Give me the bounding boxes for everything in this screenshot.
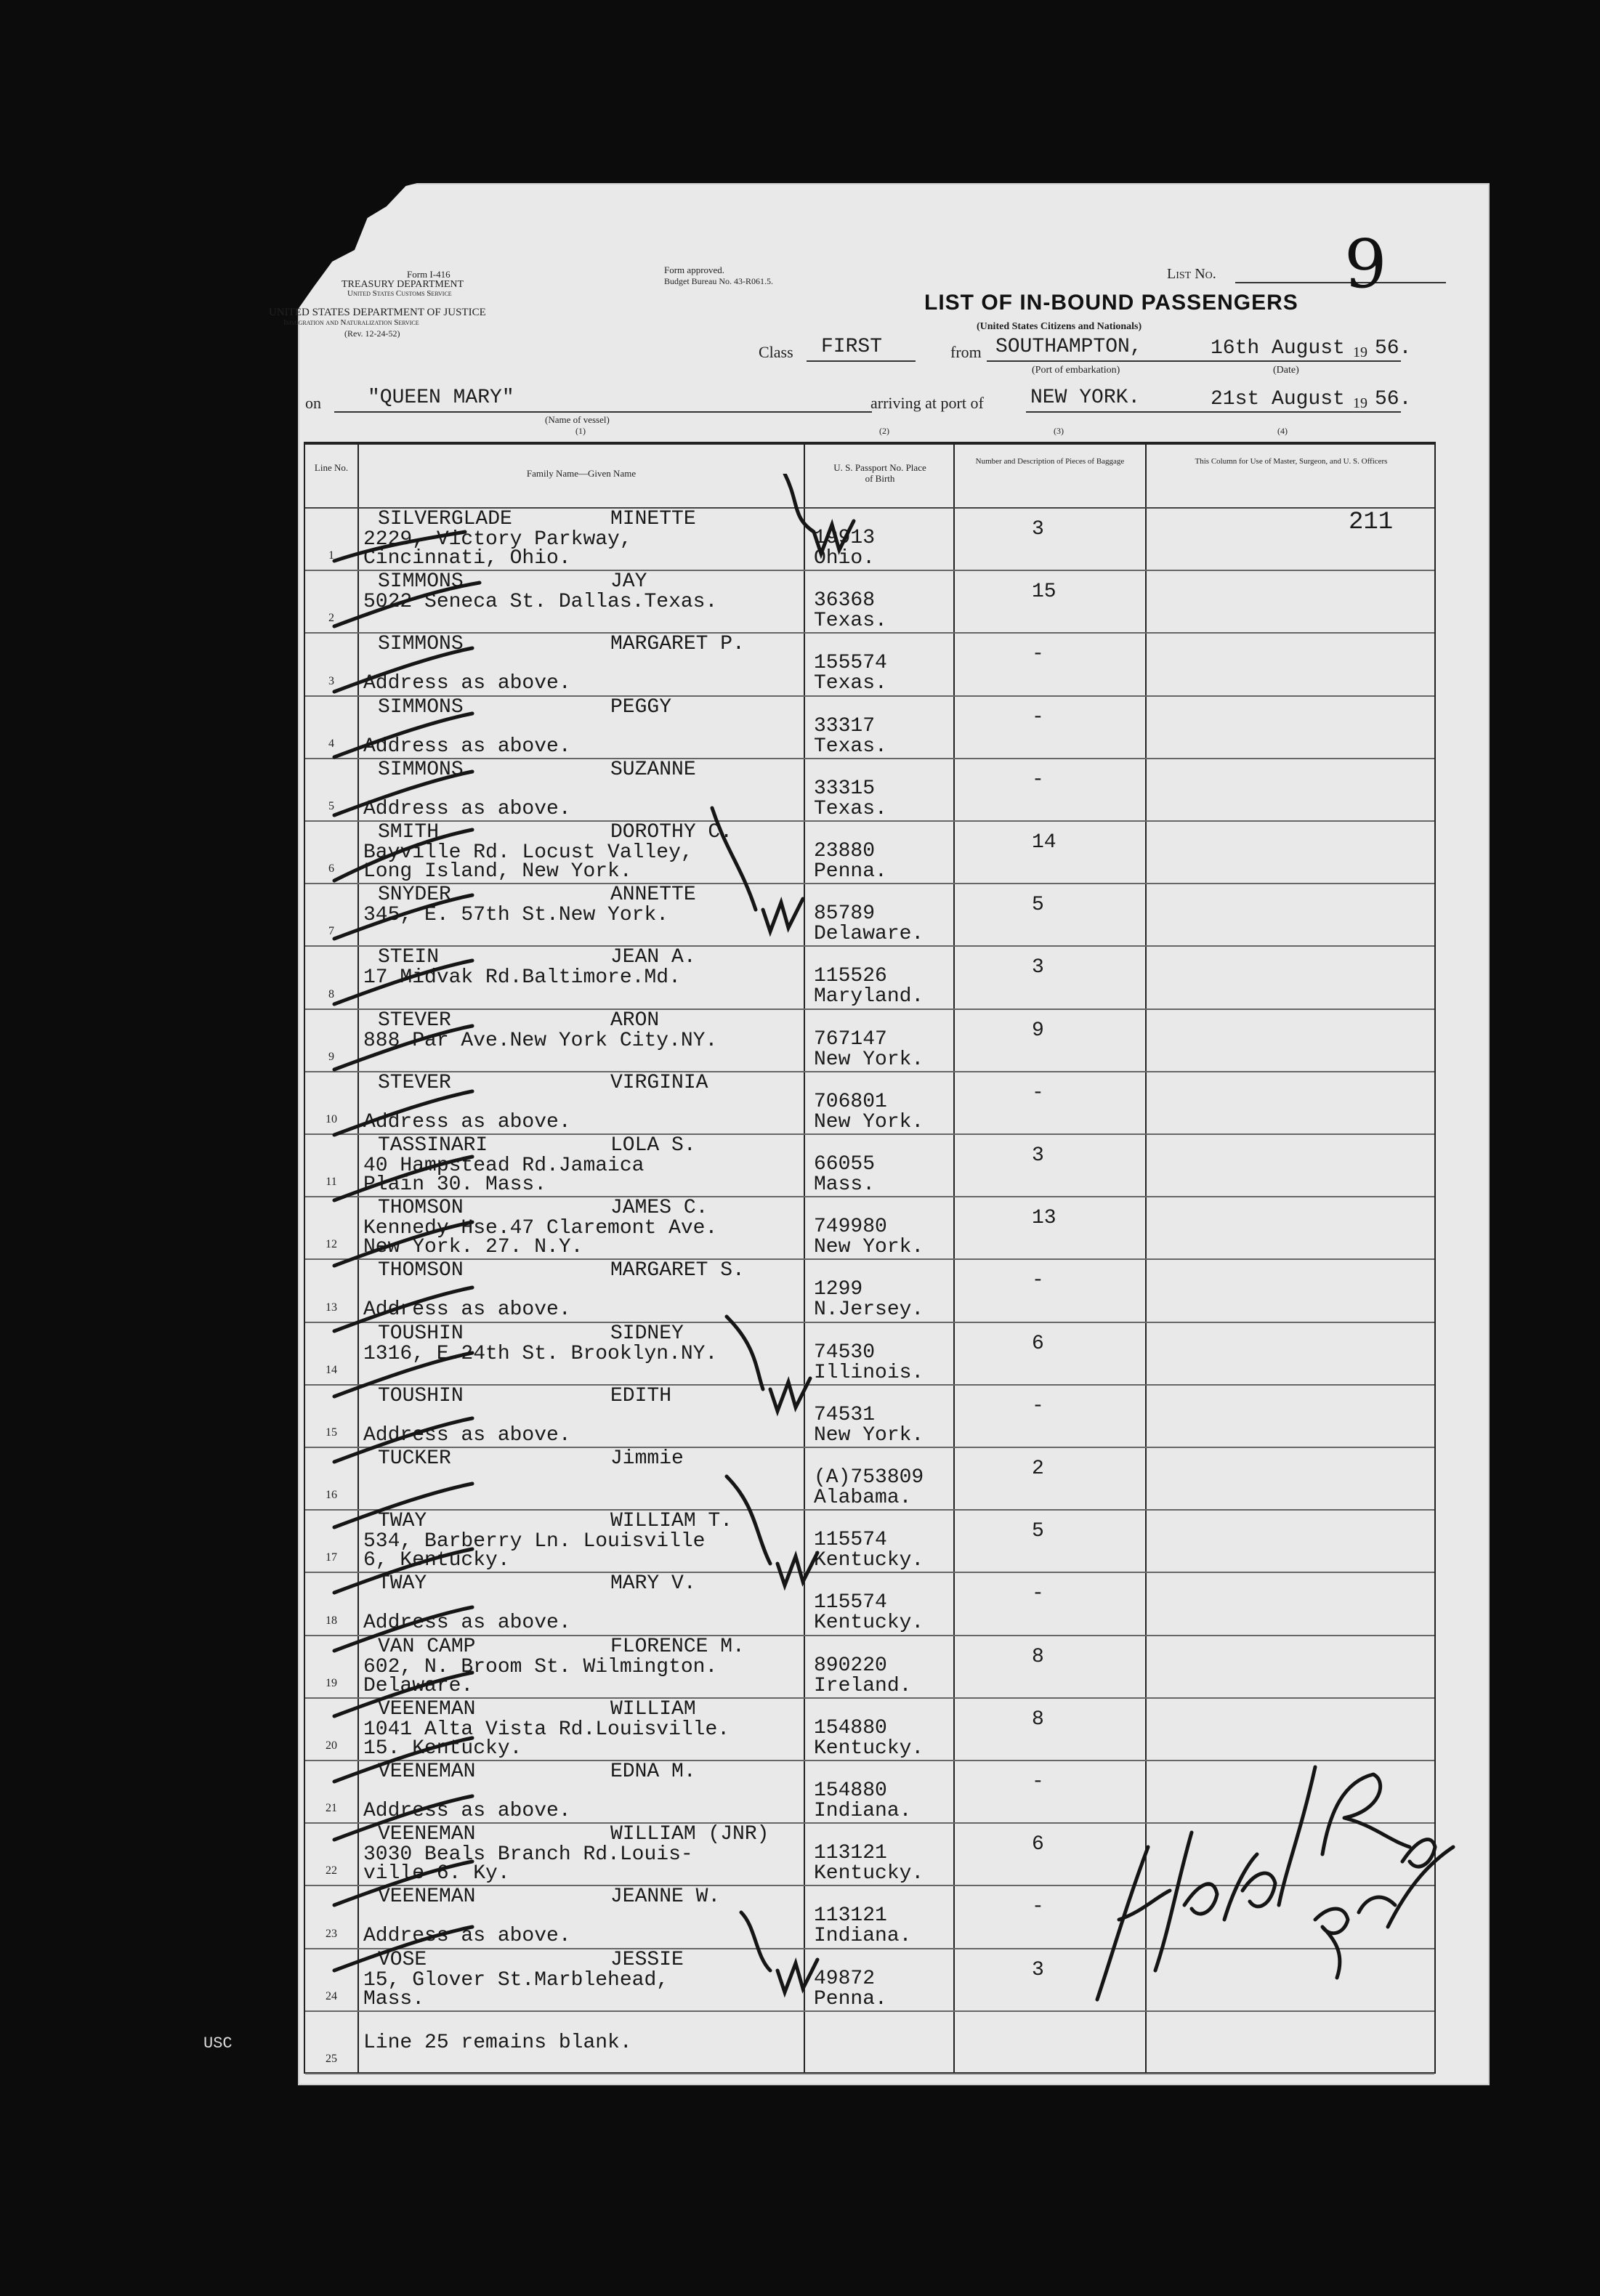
justice-dept: UNITED STATES DEPARTMENT OF JUSTICE <box>269 307 486 318</box>
cap-2: (2) <box>879 426 889 436</box>
place-of-birth: New York. <box>814 1048 924 1071</box>
given-name: ANNETTE <box>610 884 696 907</box>
col-line-no: Line No. <box>314 462 349 473</box>
baggage-count: - <box>1032 643 1044 666</box>
binder-hole <box>246 804 282 840</box>
address-line-2: 6, Kentucky. <box>363 1549 510 1572</box>
place-of-birth: N.Jersey. <box>814 1298 924 1322</box>
place-of-birth: Mass. <box>814 1173 876 1196</box>
passport-number: 33317 <box>814 714 876 737</box>
place-of-birth: Kentucky. <box>814 1612 924 1635</box>
binder-hole <box>246 1991 282 2027</box>
given-name: Jimmie <box>610 1447 684 1470</box>
passport-number: 115526 <box>814 965 887 988</box>
place-of-birth: New York. <box>814 1110 924 1133</box>
address-line-2: Address as above. <box>363 1298 571 1322</box>
given-name: SIDNEY <box>610 1322 684 1345</box>
handwritten-signature <box>1068 1738 1475 2014</box>
baggage-count: - <box>1032 1081 1044 1104</box>
family-name: VEENEMAN <box>378 1823 476 1846</box>
from-label: from <box>950 343 982 361</box>
baggage-count: 15 <box>1032 581 1056 604</box>
family-name: TWAY <box>378 1510 427 1533</box>
address-line-2: New York. 27. N.Y. <box>363 1236 583 1259</box>
passport-number: 85789 <box>814 902 876 926</box>
line-number: 15 <box>326 1426 337 1439</box>
address-line-2: Address as above. <box>363 1612 571 1635</box>
baggage-count: - <box>1032 1394 1044 1418</box>
treasury-dept: TREASURY DEPARTMENT <box>342 279 464 290</box>
place-of-birth: Maryland. <box>814 985 924 1008</box>
family-name: TOUSHIN <box>378 1322 464 1345</box>
officer-note: 211 <box>1349 509 1394 536</box>
line-number: 16 <box>326 1489 337 1502</box>
line-number: 22 <box>326 1864 337 1877</box>
cap-4: (4) <box>1277 426 1288 436</box>
line-number: 4 <box>328 737 334 750</box>
passport-number: 74531 <box>814 1403 876 1426</box>
address-line-2: Cincinnati, Ohio. <box>363 547 571 570</box>
port-embarkation-caption: (Port of embarkation) <box>1032 365 1120 376</box>
from-date: 16th August <box>1211 337 1345 360</box>
torn-corner <box>291 174 450 320</box>
given-name: JEAN A. <box>610 946 696 969</box>
passport-number: 115574 <box>814 1591 887 1614</box>
family-name: VEENEMAN <box>378 1697 476 1721</box>
place-of-birth: Alabama. <box>814 1487 912 1509</box>
place-of-birth: Ireland. <box>814 1674 912 1697</box>
line-number: 14 <box>326 1363 337 1376</box>
line-number: 19 <box>326 1676 337 1689</box>
line-number: 23 <box>326 1927 337 1940</box>
address-line-1: 17 Midvak Rd.Baltimore.Md. <box>363 966 681 990</box>
family-name: SIMMONS <box>378 758 464 781</box>
line-number: 9 <box>328 1050 334 1063</box>
given-name: PEGGY <box>610 695 672 719</box>
date-caption: (Date) <box>1273 365 1299 376</box>
passport-number: 66055 <box>814 1153 876 1176</box>
place-of-birth: Kentucky. <box>814 1549 924 1572</box>
line-number: 10 <box>326 1112 337 1125</box>
col-passport: U. S. Passport No. Place of Birth <box>833 462 926 484</box>
form-number: Form I-416 <box>407 269 450 280</box>
given-name: MARY V. <box>610 1572 696 1596</box>
line-number: 13 <box>326 1301 337 1314</box>
form-title: LIST OF IN-BOUND PASSENGERS <box>924 291 1298 315</box>
family-name: THOMSON <box>378 1259 464 1282</box>
family-name: TUCKER <box>378 1447 451 1470</box>
from-underline <box>987 360 1401 362</box>
given-name: DOROTHY C. <box>610 821 733 844</box>
baggage-count: 9 <box>1032 1019 1044 1042</box>
baggage-count: 6 <box>1032 1833 1044 1856</box>
line-number: 8 <box>328 987 334 1001</box>
passport-number: 113121 <box>814 1904 887 1928</box>
address-line-1: Line 25 remains blank. <box>363 2031 632 2054</box>
line-number: 12 <box>326 1238 337 1251</box>
baggage-count: 5 <box>1032 894 1044 917</box>
given-name: EDITH <box>610 1384 672 1407</box>
family-name: STEIN <box>378 946 440 969</box>
vessel-name: "QUEEN MARY" <box>368 387 514 409</box>
place-of-birth: Ohio. <box>814 547 876 570</box>
family-name: TWAY <box>378 1572 427 1596</box>
class-value: FIRST <box>821 336 883 358</box>
address-line-1: 15, Glover St.Marblehead, <box>363 1968 669 1992</box>
place-of-birth: Penna. <box>814 860 887 883</box>
address-line-2: Address as above. <box>363 1110 571 1133</box>
family-name: TASSINARI <box>378 1134 488 1157</box>
binder-hole <box>246 347 275 376</box>
vessel-caption: (Name of vessel) <box>545 414 610 425</box>
from-year: 56. <box>1375 337 1412 360</box>
binder-hole <box>246 1551 282 1587</box>
on-label: on <box>305 394 321 412</box>
passport-number: 749980 <box>814 1216 887 1239</box>
line-number: 5 <box>328 799 334 812</box>
line-number: 17 <box>326 1551 337 1564</box>
binder-hole <box>246 1877 282 1914</box>
family-name: SILVERGLADE <box>378 508 512 530</box>
address-line-1: Bayville Rd. Locust Valley, <box>363 841 693 864</box>
baggage-count: 14 <box>1032 831 1056 854</box>
address-line-2: Address as above. <box>363 735 571 758</box>
given-name: WILLIAM (JNR) <box>610 1823 769 1846</box>
place-of-birth: Indiana. <box>814 1800 912 1822</box>
line-number: 21 <box>326 1802 337 1815</box>
line-number: 25 <box>326 2052 337 2065</box>
given-name: MINETTE <box>610 508 696 530</box>
binder-hole <box>246 926 282 962</box>
passport-number: 155574 <box>814 652 887 675</box>
arriving-underline <box>1026 411 1401 413</box>
address-line-1: 2229, Victory Parkway, <box>363 528 632 551</box>
address-line-1: 345, E. 57th St.New York. <box>363 904 669 927</box>
class-underline <box>807 360 916 362</box>
baggage-count: 3 <box>1032 1144 1044 1167</box>
baggage-count: 3 <box>1032 956 1044 979</box>
address-line-1: 1041 Alta Vista Rd.Louisville. <box>363 1718 730 1741</box>
baggage-count: - <box>1032 1896 1044 1919</box>
baggage-count: 2 <box>1032 1458 1044 1480</box>
baggage-count: - <box>1032 1269 1044 1293</box>
col-officers: This Column for Use of Master, Surgeon, and U. S. Officers <box>1195 457 1388 466</box>
vessel-caption-no: (1) <box>575 426 586 436</box>
revision: (Rev. 12-24-52) <box>344 328 400 339</box>
form-sheet <box>203 183 1490 2085</box>
family-name: SIMMONS <box>378 570 464 594</box>
address-line-2: Plain 30. Mass. <box>363 1173 547 1196</box>
baggage-count: - <box>1032 1771 1044 1793</box>
passport-number: 33315 <box>814 777 876 800</box>
place-of-birth: Delaware. <box>814 923 924 946</box>
place-of-birth: New York. <box>814 1236 924 1259</box>
family-name: SIMMONS <box>378 695 464 719</box>
col-name: Family Name—Given Name <box>526 468 637 479</box>
given-name: JAMES C. <box>610 1197 708 1220</box>
budget-bureau: Budget Bureau No. 43-R061.5. <box>664 276 773 286</box>
col-baggage: Number and Description of Pieces of Baggage <box>975 457 1125 466</box>
family-name: SNYDER <box>378 884 451 907</box>
family-name: VAN CAMP <box>378 1635 476 1658</box>
arriving-year-prefix: 19 <box>1353 395 1367 411</box>
customs-service: United States Customs Service <box>347 289 452 298</box>
baggage-count: - <box>1032 768 1044 791</box>
place-of-birth: Kentucky. <box>814 1862 924 1885</box>
address-line-2: Address as above. <box>363 672 571 695</box>
form-approved: Form approved. <box>664 264 725 275</box>
family-name: TOUSHIN <box>378 1384 464 1407</box>
passport-number: 113121 <box>814 1842 887 1865</box>
line-number: 7 <box>328 925 334 938</box>
passport-number: 19913 <box>814 527 876 549</box>
vessel-underline <box>334 411 872 413</box>
given-name: LOLA S. <box>610 1134 696 1157</box>
address-line-2: Address as above. <box>363 1925 571 1948</box>
passport-number: 890220 <box>814 1654 887 1677</box>
family-name: VOSE <box>378 1948 427 1971</box>
passport-number: (A)753809 <box>814 1466 924 1489</box>
address-line-2: Address as above. <box>363 1800 571 1822</box>
given-name: ARON <box>610 1008 660 1032</box>
address-line-2: 15. Kentucky. <box>363 1737 522 1760</box>
given-name: JEANNE W. <box>610 1885 721 1909</box>
given-name: WILLIAM <box>610 1697 696 1721</box>
given-name: MARGARET P. <box>610 633 745 656</box>
address-line-1: 534, Barberry Ln. Louisville <box>363 1530 706 1553</box>
passport-number: 154880 <box>814 1716 887 1739</box>
family-name: VEENEMAN <box>378 1761 476 1783</box>
from-port: SOUTHAMPTON, <box>995 336 1142 358</box>
list-no-label: List No. <box>1167 266 1216 282</box>
passport-number: 767147 <box>814 1027 887 1051</box>
arriving-port: NEW YORK. <box>1030 387 1141 409</box>
address-line-1: 888 Par Ave.New York City.NY. <box>363 1029 718 1052</box>
family-name: VEENEMAN <box>378 1885 476 1909</box>
cap-3: (3) <box>1054 426 1064 436</box>
line-number: 11 <box>326 1176 337 1189</box>
baggage-count: 3 <box>1032 518 1044 541</box>
address-line-2: Address as above. <box>363 1423 571 1447</box>
place-of-birth: Indiana. <box>814 1925 912 1948</box>
family-name: SIMMONS <box>378 633 464 656</box>
address-line-1: 40 Hampstead Rd.Jamaica <box>363 1155 645 1177</box>
ins-service: Immigration and Naturalization Service <box>283 318 419 327</box>
given-name: FLORENCE M. <box>610 1635 745 1658</box>
from-year-prefix: 19 <box>1353 344 1367 360</box>
address-line-1: 1316, E.24th St. Brooklyn.NY. <box>363 1342 718 1365</box>
place-of-birth: Kentucky. <box>814 1737 924 1760</box>
given-name: MARGARET S. <box>610 1259 745 1282</box>
passport-number: 154880 <box>814 1779 887 1802</box>
place-of-birth: Texas. <box>814 610 887 633</box>
margin-scribbles <box>291 474 1017 2072</box>
passport-number: 36368 <box>814 589 876 613</box>
passport-number: 74530 <box>814 1341 876 1364</box>
passport-number: 49872 <box>814 1967 876 1990</box>
line-number: 20 <box>326 1739 337 1752</box>
given-name: SUZANNE <box>610 758 696 781</box>
address-line-1: Kennedy Hse.47 Claremont Ave. <box>363 1217 718 1240</box>
address-line-2: Delaware. <box>363 1674 474 1697</box>
given-name: JAY <box>610 570 647 594</box>
form-subtitle: (United States Citizens and Nationals) <box>977 321 1142 332</box>
place-of-birth: Texas. <box>814 797 887 820</box>
baggage-count: - <box>1032 706 1044 729</box>
passport-number: 706801 <box>814 1090 887 1113</box>
line-number: 6 <box>328 862 334 876</box>
given-name: VIRGINIA <box>610 1071 708 1094</box>
list-no-value: 9 <box>1344 225 1387 303</box>
binder-hole <box>246 686 282 722</box>
baggage-count: 13 <box>1032 1207 1056 1230</box>
passport-number: 23880 <box>814 840 876 862</box>
address-line-1: 602, N. Broom St. Wilmington. <box>363 1655 718 1678</box>
family-name: STEVER <box>378 1071 451 1094</box>
baggage-count: 3 <box>1032 1958 1044 1981</box>
baggage-count: 8 <box>1032 1645 1044 1668</box>
list-no-underline <box>1235 282 1446 283</box>
family-name: SMITH <box>378 821 440 844</box>
place-of-birth: Illinois. <box>814 1361 924 1384</box>
line-number: 24 <box>326 1989 337 2002</box>
passport-number: 1299 <box>814 1278 863 1301</box>
passport-number: 115574 <box>814 1529 887 1552</box>
line-number: 2 <box>328 612 334 625</box>
address-line-2: Address as above. <box>363 797 571 820</box>
given-name: WILLIAM T. <box>610 1510 733 1533</box>
baggage-count: 8 <box>1032 1707 1044 1731</box>
address-line-2: ville 6. Ky. <box>363 1862 510 1885</box>
place-of-birth: Penna. <box>814 1987 887 2010</box>
class-label: Class <box>759 343 793 361</box>
given-name: JESSIE <box>610 1948 684 1971</box>
place-of-birth: Texas. <box>814 735 887 758</box>
arriving-label: arriving at port of <box>870 394 984 412</box>
line-number: 1 <box>328 549 334 562</box>
margin-stamp: USC <box>203 2034 233 2053</box>
line-number: 3 <box>328 674 334 687</box>
baggage-count: - <box>1032 1582 1044 1606</box>
address-line-1: 3030 Beals Branch Rd.Louis- <box>363 1843 693 1867</box>
arriving-date: 21st August <box>1211 388 1345 411</box>
given-name: EDNA M. <box>610 1761 696 1783</box>
family-name: STEVER <box>378 1008 451 1032</box>
address-line-1: 5022 Seneca St. Dallas.Texas. <box>363 591 718 614</box>
arriving-year: 56. <box>1375 388 1412 411</box>
baggage-count: 5 <box>1032 1520 1044 1543</box>
address-line-2: Mass. <box>363 1987 425 2010</box>
line-number: 18 <box>326 1614 337 1627</box>
family-name: THOMSON <box>378 1197 464 1220</box>
place-of-birth: Texas. <box>814 672 887 695</box>
address-line-2: Long Island, New York. <box>363 860 632 883</box>
place-of-birth: New York. <box>814 1423 924 1447</box>
baggage-count: 6 <box>1032 1332 1044 1355</box>
